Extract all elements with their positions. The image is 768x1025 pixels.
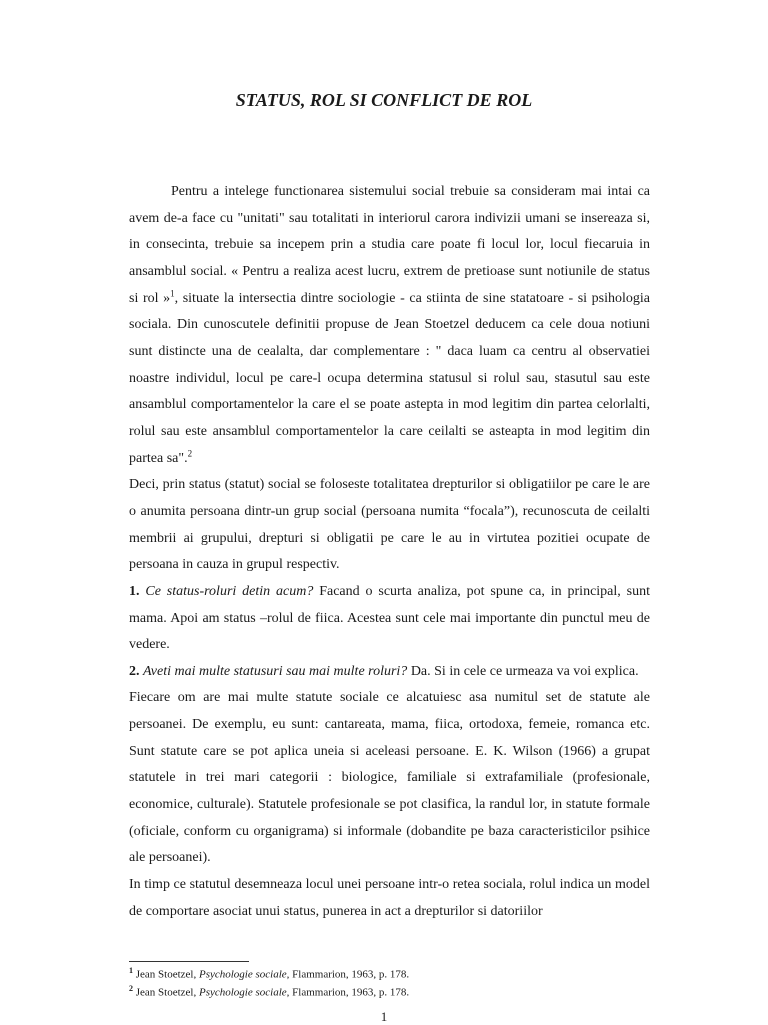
paragraph-statute-set: Fiecare om are mai multe statute sociale ce alcatuiesc asa numitul set de statute ale persoanei. De exemplu, eu sunt: cantareata, mama, fiica, ortodoxa, femeie, romanca etc. Sunt statute care se pot aplica uneia si aceleasi persoane. E. K. Wilson (1966) a grupat statutele in trei mari categorii : biologice, familiale si extrafamiliale (profesionale, economice, culturale). Statutele profesionale se pot clasifica, la randul lor, in statute formale (oficiale, conform cu organigrama) si informale (dobandite pe baza caracteristicilor psihice ale persoanei). (129, 690, 650, 866)
footnote-1 (129, 964, 650, 982)
question-1-answer: Facand o scurta analiza, pot spune ca, in principal, sunt mama. Apoi am status –rolul de fiica. Acestea sunt cele mai importante din punctul meu de vedere. (129, 583, 650, 653)
footnote-2-publisher: Flammarion, 1963, p. 178. (289, 986, 410, 999)
question-2-number: 2. (129, 663, 140, 679)
footnote-ref-2[interactable]: 2 (187, 447, 193, 458)
document-body (129, 179, 650, 925)
paragraph-intro (129, 179, 650, 472)
question-1 (129, 579, 650, 659)
footnote-1-mark: 1 (129, 966, 133, 975)
footnote-separator (129, 961, 249, 962)
footnote-2-book-title: Psychologie sociale, (198, 986, 290, 999)
paragraph-definition: Deci, prin status (statut) social se foloseste totalitatea drepturilor si obligatiilor pe care le are o anumita persoana dintr-un grup social (persoana numita “focala”), recunoscuta de ceilalti membrii ai grupului, drepturi si obligatii pe care le au in virtutea pozitiei ocupate de persoana in cauza in grupul respectiv. (129, 477, 650, 573)
footnote-1-author: Jean Stoetzel, (133, 968, 199, 981)
footnote-2-mark: 2 (129, 983, 133, 993)
paragraph-role: In timp ce statutul desemneaza locul unei persoane intr-o retea sociala, rolul indica un model de comportare asociat unui status, punerea in act a drepturilor si datoriilor (129, 877, 650, 919)
question-1-number: 1. (129, 583, 140, 599)
paragraph-intro-text-b: , situate la intersectia dintre sociologie - ca stiinta de sine statatoare - si psihologia sociala. Din cunoscutele definitii propuse de Jean Stoetzel deducem ca cele doua notiuni sunt distincte una de cealalta, dar complementare : " daca luam ca centru al observatiei noastre individul, locul pe care-l ocupa determina statusul si rolul sau, stasutul sau este ansamblul comportamentelor la care el se poate astepta in mod legitim din partea celorlalti, rolul sau este ansamblul comportamentelor la care ceilalti se asteapta in mod legitim din partea sa". (129, 290, 651, 466)
question-2-text: Aveti mai multe statusuri sau mai multe roluri? (143, 663, 408, 679)
paragraph-intro-text-a: Pentru a intelege functionarea sistemului social trebuie sa consideram mai intai ca avem de-a face cu "unitati" sau totalitati in interiorul carora indivizii umani se insereaza si, in consecinta, trebuie sa incepem prin a studia care poate fi locul lor, locul fiecaruia in ansamblul social. « Pentru a realiza acest lucru, extrem de pretioase sunt notiunile de status si rol » (129, 184, 650, 306)
footnote-1-publisher: Flammarion, 1963, p. 178. (289, 968, 410, 981)
footnotes (129, 964, 650, 999)
page-number: 1 (380, 1009, 388, 1024)
question-2-answer: Da. Si in cele ce urmeaza va voi explica. (407, 663, 639, 679)
question-1-text: Ce status-roluri detin acum? (145, 583, 314, 599)
question-2 (129, 659, 650, 686)
document-title: STATUS, ROL SI CONFLICT DE ROL (235, 90, 533, 110)
footnote-2-author: Jean Stoetzel, (133, 986, 199, 999)
footnote-2 (129, 982, 650, 1000)
footnote-1-book-title: Psychologie sociale, (198, 968, 290, 981)
footnote-ref-1[interactable]: 1 (170, 287, 175, 298)
